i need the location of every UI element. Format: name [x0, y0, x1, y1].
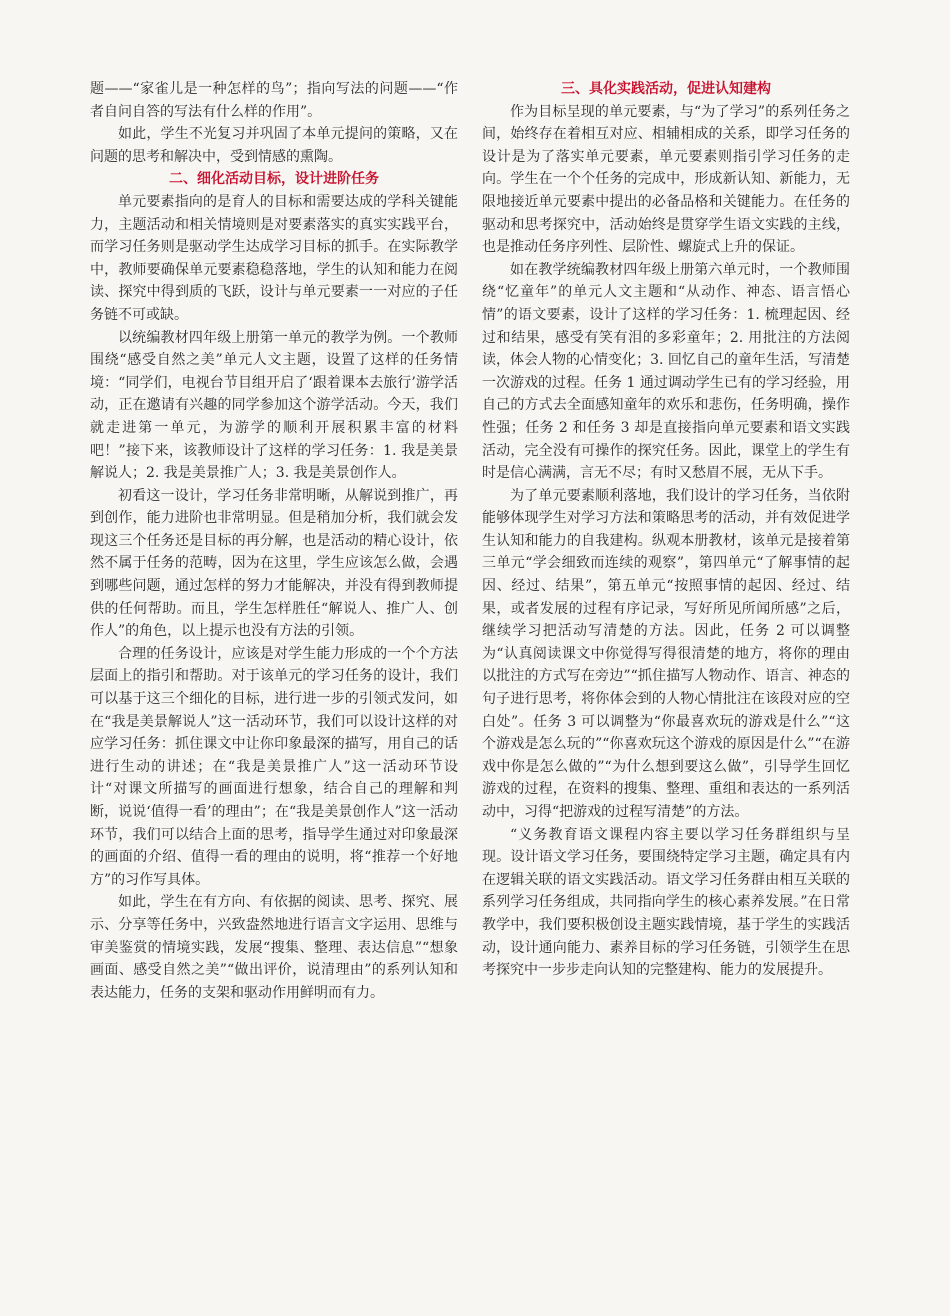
paragraph: “义务教育语文课程内容主要以学习任务群组织与呈现。设计语文学习任务，要围绕特定学习主题，确定具有内在逻辑关联的语文实践活动。语文学习任务群由相互关联的系列学习任务组成，共同指向学生的核心素养发展。”在日常教学中，我们要积极创设主题实践情境，基于学生的实践活动，设计通向能力、素养目标的学习任务链，引领学生在思考探究中一步步走向认知的完整建构、能力的发展提升。 — [482, 826, 850, 979]
paragraph: 以统编教材四年级上册第一单元的教学为例。一个教师围绕“感受自然之美”单元人文主题，设置了这样的任务情境：“同学们，电视台节目组开启了‘跟着课本去旅行’游学活动，正在邀请有兴趣的同学参加这个游学活动。今天，我们就走进第一单元，为游学的顺利开展积累丰富的材料吧！”接下来，该教师设计了这样的学习任务：1. 我是美景解说人；2. 我是美景推广人；3. 我是美景创作人。 — [90, 329, 458, 482]
paragraph: 初看这一设计，学习任务非常明晰，从解说到推广，再到创作，能力进阶也非常明显。但是稍加分析，我们就会发现这三个任务还是目标的再分解，也是活动的精心设计，依然不属于任务的范畴，因为在这里，学生应该怎么做，会遇到哪些问题，通过怎样的努力才能解决，并没有得到教师提供的任何帮助。而且，学生怎样胜任“解说人、推广人、创作人”的角色，以上提示也没有方法的引领。 — [90, 487, 458, 640]
paragraph: 合理的任务设计，应该是对学生能力形成的一个个方法层面上的指引和帮助。对于该单元的学习任务的设计，我们可以基于这三个细化的目标，进行进一步的引领式发问，如在“我是美景解说人”这一活动环节，我们可以设计这样的对应学习任务：抓住课文中让你印象最深的描写，用自己的话进行生动的讲述；在“我是美景推广人”这一活动环节设计“对课文所描写的画面进行想象，结合自己的理解和判断，说说‘值得一看’的理由”；在“我是美景创作人”这一活动环节，我们可以结合上面的思考，指导学生通过对印象最深的画面的介绍、值得一看的理由的说明，将“推荐一个好地方”的习作写具体。 — [90, 645, 458, 888]
paragraph: 题——“家雀儿是一种怎样的鸟”；指向写法的问题——“作者自问自答的写法有什么样的作用”。 — [90, 81, 458, 120]
paragraph: 如此，学生在有方向、有依据的阅读、思考、探究、展示、分享等任务中，兴致盎然地进行语言文字运用、思维与审美鉴赏的情境实践，发展“搜集、整理、表达信息”“想象画面、感受自然之美”“做出评价，说清理由”的系列认知和表达能力，任务的支架和驱动作用鲜明而有力。 — [90, 894, 458, 1001]
paragraph: 如在教学统编教材四年级上册第六单元时，一个教师围绕“忆童年”的单元人文主题和“从动作、神态、语言悟心情”的语文要素，设计了这样的学习任务：1. 梳理起因、经过和结果，感受有笑有泪的多彩童年；2. 用批注的方法阅读，体会人物的心情变化；3. 回忆自己的童年生活，写清楚一次游戏的过程。任务 1 通过调动学生已有的学习经验，用自己的方式去全面感知童年的欢乐和悲伤，任务明确，操作性强；任务 2 和任务 3 却是直接指向单元要素和语文实践活动，完全没有可操作的探究任务。因此，课堂上的学生有时是信心满满，言无不尽；有时又愁眉不展，无从下手。 — [482, 261, 850, 482]
paragraph: 如此，学生不光复习并巩固了本单元提问的策略，又在问题的思考和解决中，受到情感的熏陶。 — [90, 126, 458, 165]
paragraph: 作为目标呈现的单元要素，与“为了学习”的系列任务之间，始终存在着相互对应、相辅相成的关系，即学习任务的设计是为了落实单元要素，单元要素则指引学习任务的走向。学生在一个个任务的完成中，形成新认知、新能力，无限地接近单元要素中提出的必备品格和关键能力。在任务的驱动和思考探究中，活动始终是贯穿学生语文实践的主线，也是推动任务序列性、层阶性、螺旋式上升的保证。 — [482, 103, 850, 256]
section-heading-2: 二、细化活动目标，设计进阶任务 — [169, 171, 379, 188]
right-column — [482, 78, 850, 982]
paragraph: 单元要素指向的是育人的目标和需要达成的学科关键能力，主题活动和相关情境则是对要素落实的真实实践平台，而学习任务则是驱动学生达成学习目标的抓手。在实际教学中，教师要确保单元要素稳稳落地，学生的认知和能力在阅读、探究中得到质的飞跃，设计与单元要素一一对应的子任务链不可或缺。 — [90, 193, 458, 323]
left-column — [90, 78, 458, 1004]
section-heading-3: 三、具化实践活动，促进认知建构 — [561, 81, 771, 97]
paragraph: 为了单元要素顺利落地，我们设计的学习任务，当依附能够体现学生对学习方法和策略思考的活动，并有效促进学生认知和能力的自我建构。纵观本册教材，该单元是接着第三单元“学会细致而连续的观察”，第四单元“了解事情的起因、经过、结果”，第五单元“按照事情的起因、经过、结果，或者发展的过程有序记录，写好所见所闻所感”之后，继续学习把活动写清楚的方法。因此，任务 2 可以调整为“认真阅读课文中你觉得写得很清楚的地方，将你的理由以批注的方式写在旁边”“抓住描写人物动作、语言、神态的句子进行思考，将你体会到的人物心情批注在该段对应的空白处”。任务 3 可以调整为“你最喜欢玩的游戏是什么”“这个游戏是怎么玩的”“你喜欢玩这个游戏的原因是什么”“在游戏中你是怎么做的”“为什么想到要这么做”，引导学生回忆游戏的过程，在资料的搜集、整理、重组和表达的一系列活动中，习得“把游戏的过程写清楚”的方法。 — [482, 487, 850, 820]
